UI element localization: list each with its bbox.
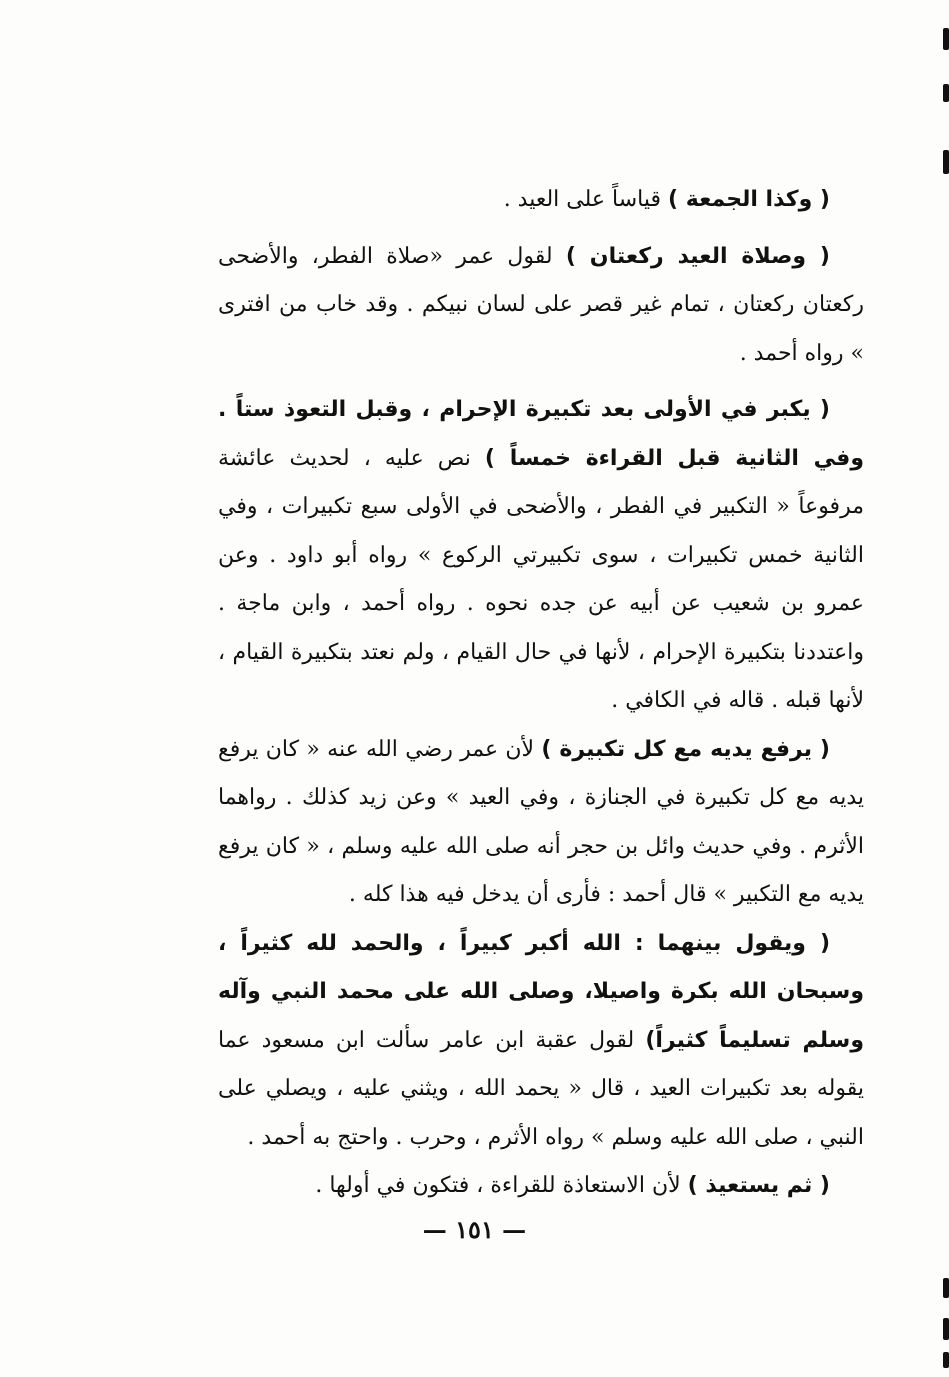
scan-edge-mark: [943, 84, 949, 102]
scan-edge-mark: [943, 1352, 949, 1368]
paragraph-body: لأن عمر رضي الله عنه « كان يرفع يديه مع كل تكبيرة في الجنازة ، وفي العيد » وعن زيد كذلك . رواهما الأثرم . وفي حديث وائل بن حجر أنه صلى الله عليه وسلم ، « كان يرفع يديه مع التكبير » قال أحمد : فأرى أن يدخل فيه هذا كله .: [218, 736, 864, 907]
paragraph: [218, 1162, 864, 1211]
scan-edge-mark: [943, 1278, 949, 1298]
paragraph-heading: ( وصلاة العيد ركعتان ): [565, 243, 830, 269]
paragraph-heading: ( وكذا الجمعة ): [668, 187, 830, 212]
page-body-text: [218, 176, 864, 1211]
paragraph-body: لأن الاستعاذة للقراءة ، فتكون في أولها .: [315, 1173, 688, 1198]
paragraph-body: قياساً على العيد .: [503, 187, 669, 212]
paragraph: [218, 386, 864, 726]
scan-edge-mark: [943, 28, 949, 50]
paragraph-heading: ( يرفع يديه مع كل تكبيرة ): [541, 736, 830, 762]
page-number: — ١٥١ —: [422, 1215, 527, 1244]
paragraph-body: نص عليه ، لحديث عائشة مرفوعاً « التكبير في الفطر ، والأضحى في الأولى سبع تكبيرات ، وفي الثانية خمس تكبيرات ، سوى تكبيرتي الركوع » رواه أبو داود . وعن عمرو بن شعيب عن أبيه عن جده نحوه . رواه أحمد ، وابن ماجة . واعتددنا بتكبيرة الإحرام ، لأنها في حال القيام ، ولم نعتد بتكبيرة القيام ، لأنها قبله . قاله في الكافي .: [218, 445, 864, 713]
scan-edge-mark: [943, 150, 949, 174]
scan-edge-mark: [943, 1318, 949, 1340]
paragraph-heading: ( ثم يستعيذ ): [687, 1173, 830, 1198]
paragraph: [218, 233, 864, 379]
paragraph-body: لقول عمر «صلاة الفطر، والأضحى ركعتان ركعتان ، تمام غير قصر على لسان نبيكم . وقد خاب من افترى » رواه أحمد .: [218, 243, 864, 366]
paragraph-heading: ( يكبر في الأولى بعد تكبيرة الإحرام ، وقبل التعوذ ستاً . وفي الثانية قبل القراءة خمساً ): [218, 397, 864, 471]
paragraph: [218, 726, 864, 920]
paragraph-heading: ( ويقول بينهما : الله أكبر كبيراً ، والحمد لله كثيراً ، وسبحان الله بكرة واصيلا، وصلى الله على محمد النبي وآله وسلم تسليماً كثيراً): [218, 930, 864, 1053]
paragraph-body: لقول عقبة ابن عامر سألت ابن مسعود عما يقوله بعد تكبيرات العيد ، قال « يحمد الله ، ويثني عليه ، ويصلي على النبي ، صلى الله عليه وسلم » رواه الأثرم ، وحرب . واحتج به أحمد .: [218, 1027, 864, 1150]
paragraph: [218, 176, 864, 225]
paragraph: [218, 920, 864, 1163]
